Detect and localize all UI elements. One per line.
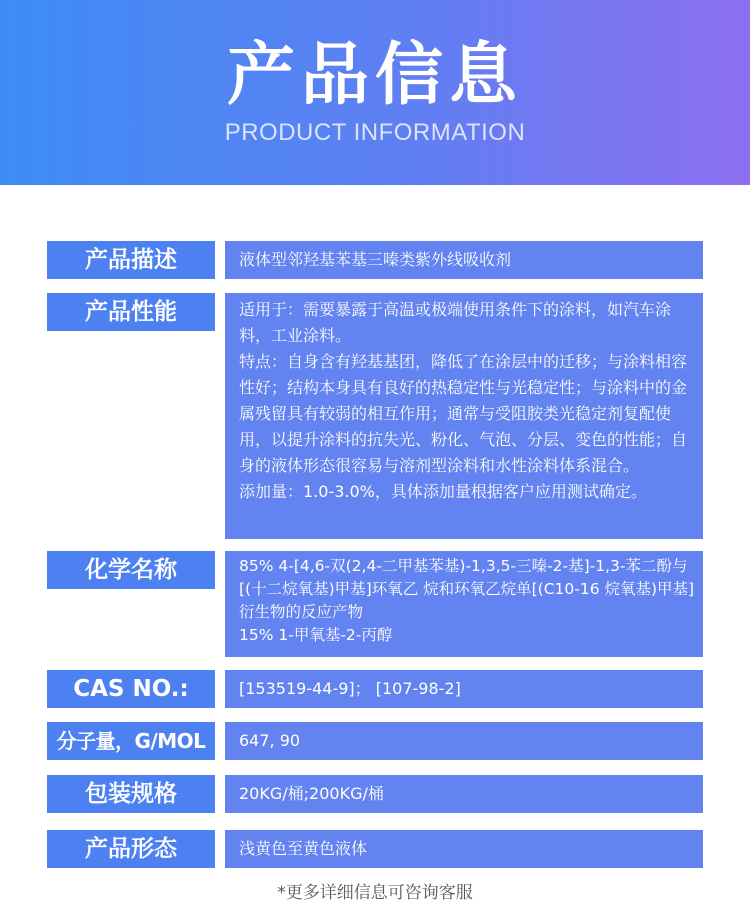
value-line: 适用于：需要暴露于高温或极端使用条件下的涂料，如汽车涂料，工业涂料。 bbox=[239, 300, 672, 345]
value-line: 85% 4-[4,6-双(2,4-二甲基苯基)-1,3,5-三嗪-2-基]-1,3-苯二酚与[(十二烷氧基)甲基]环氧乙 烷和环氧乙烷单[(C10-16 烷氧基)甲基]衍生物的反应产物 bbox=[239, 557, 695, 621]
label-product-form: 产品形态 bbox=[47, 830, 215, 868]
value-line: 647, 90 bbox=[239, 731, 301, 750]
footnote: *更多详细信息可咨询客服 bbox=[277, 883, 473, 903]
label-molecular-weight: 分子量，G/MOL bbox=[47, 722, 215, 760]
value-product-description bbox=[225, 241, 703, 279]
value-cas-no bbox=[225, 670, 703, 708]
value-product-performance bbox=[225, 293, 703, 539]
value-line: 添加量：1.0-3.0%，具体添加量根据客户应用测试确定。 bbox=[239, 482, 647, 501]
value-line: 20KG/桶;200KG/桶 bbox=[239, 784, 384, 803]
page-subtitle: PRODUCT INFORMATION bbox=[224, 119, 526, 146]
label-product-performance: 产品性能 bbox=[47, 293, 215, 331]
label-product-description: 产品描述 bbox=[47, 241, 215, 279]
value-line: [153519-44-9]； [107-98-2] bbox=[239, 679, 461, 698]
value-product-form bbox=[225, 830, 703, 868]
value-packaging bbox=[225, 775, 703, 813]
value-line: 特点：自身含有羟基基团，降低了在涂层中的迁移；与涂料相容性好；结构本身具有良好的热稳定性与光稳定性；与涂料中的金属残留具有较弱的相互作用；通常与受阻胺类光稳定剂复配使用，以提升涂料的抗失光、粉化、气泡、分层、变色的性能；自身的液体形态很容易与溶剂型涂料和水性涂料体系混合。 bbox=[239, 352, 688, 475]
value-line: 液体型邻羟基苯基三嗪类紫外线吸收剂 bbox=[239, 250, 512, 269]
header-banner bbox=[0, 0, 750, 185]
value-line: 15% 1-甲氧基-2-丙醇 bbox=[239, 626, 393, 644]
page-title: 产品信息 bbox=[226, 36, 523, 115]
value-molecular-weight bbox=[225, 722, 703, 760]
value-line: 浅黄色至黄色液体 bbox=[239, 839, 368, 858]
label-chemical-name: 化学名称 bbox=[47, 551, 215, 589]
label-packaging: 包装规格 bbox=[47, 775, 215, 813]
value-chemical-name bbox=[225, 551, 703, 657]
label-cas-no: CAS NO.: bbox=[47, 670, 215, 708]
